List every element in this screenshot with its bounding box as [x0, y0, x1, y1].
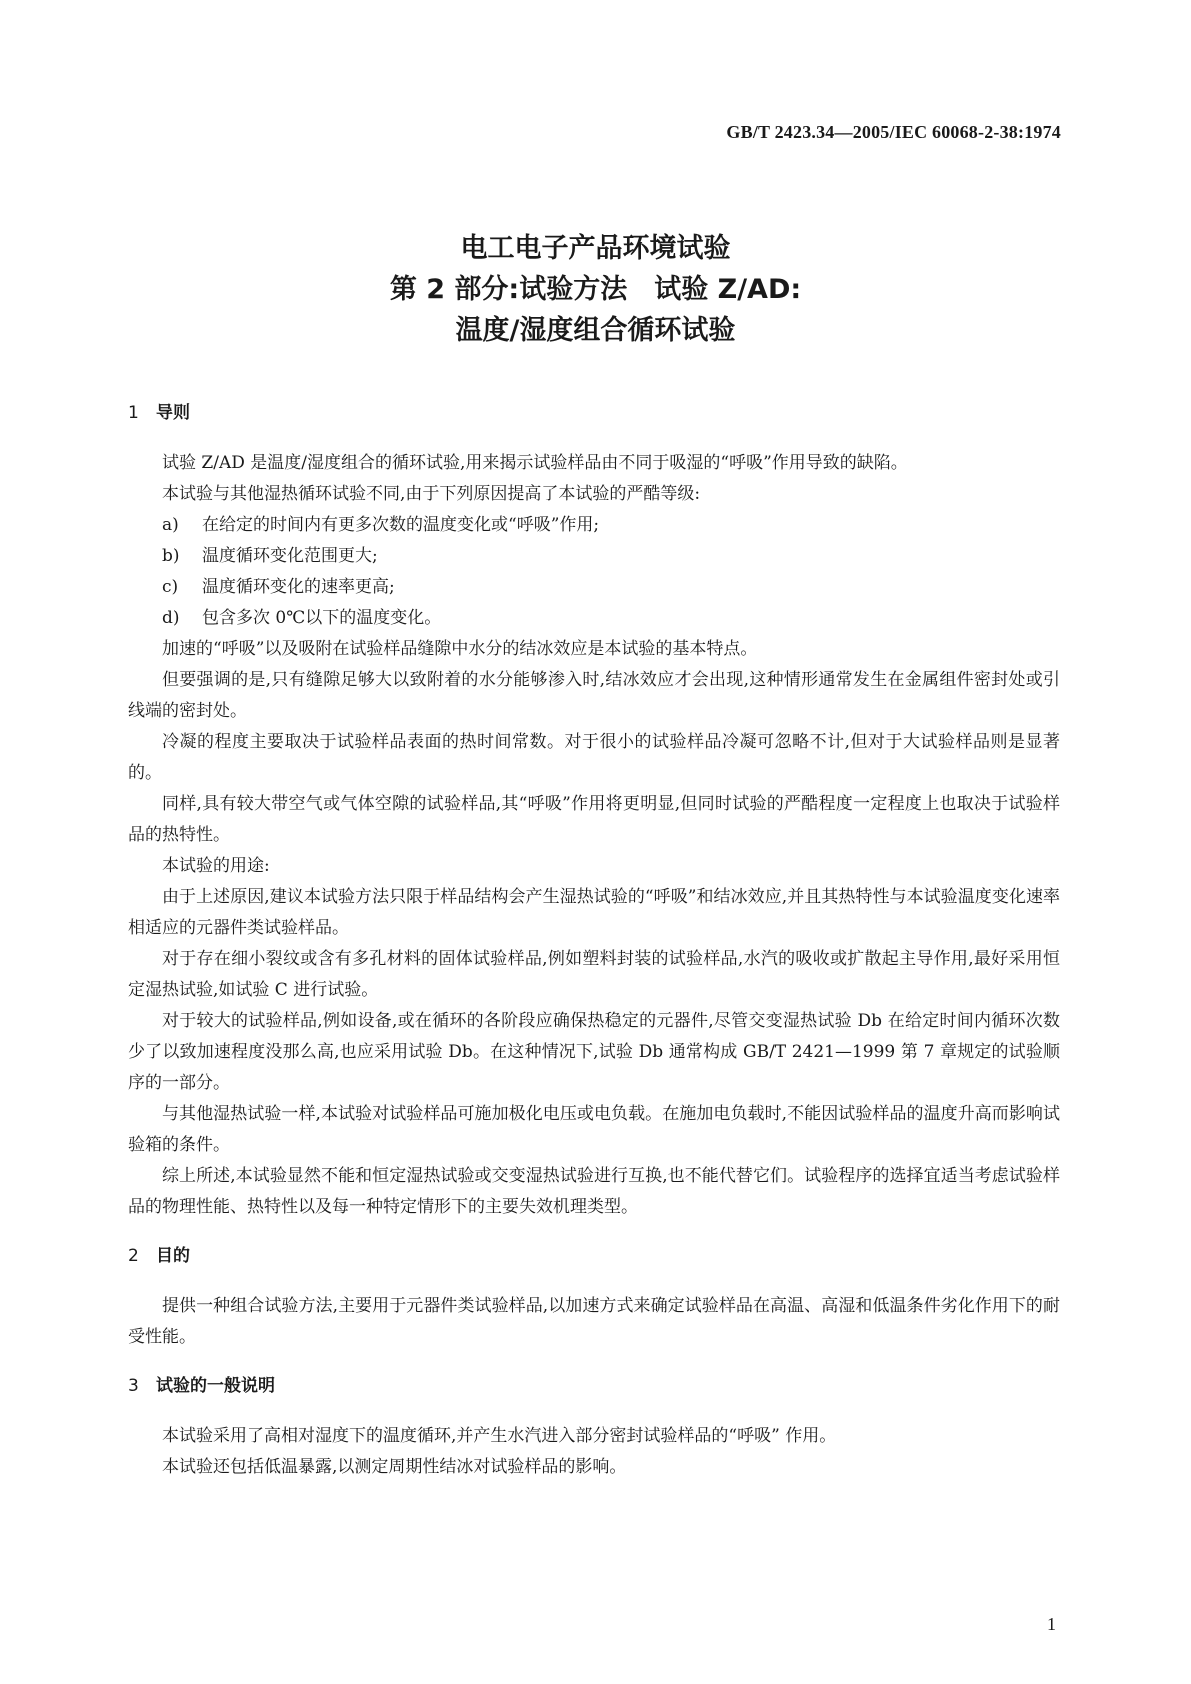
paragraph: 加速的“呼吸”以及吸附在试验样品缝隙中水分的结冰效应是本试验的基本特点。: [162, 639, 758, 659]
page-number: 1: [1047, 1614, 1056, 1634]
list-item: [128, 572, 1060, 603]
section-heading: [128, 1373, 1060, 1399]
paragraph: 试验 Z/AD 是温度/湿度组合的循环试验,用来揭示试验样品由不同于吸湿的“呼吸”作用导致的缺陷。: [162, 453, 908, 473]
section-heading: [128, 1243, 1060, 1269]
section-spacer: [128, 1223, 1060, 1243]
section-spacer: [128, 1353, 1060, 1373]
list-item-text: 包含多次 0℃以下的温度变化。: [202, 608, 442, 628]
paragraph: 本试验与其他湿热循环试验不同,由于下列原因提高了本试验的严酷等级:: [162, 484, 701, 504]
paragraph: 提供一种组合试验方法,主要用于元器件类试验样品,以加速方式来确定试验样品在高温、高湿和低温条件劣化作用下的耐受性能。: [128, 1296, 1060, 1347]
title-line-1: 电工电子产品环境试验: [460, 233, 731, 264]
section-heading-text: 导则: [156, 403, 190, 423]
list-item-text: 温度循环变化的速率更高;: [202, 577, 395, 597]
list-item-text: 温度循环变化范围更大;: [202, 546, 378, 566]
paragraph: 同样,具有较大带空气或气体空隙的试验样品,其“呼吸”作用将更明显,但同时试验的严酷程度一定程度上也取决于试验样品的热特性。: [128, 794, 1060, 845]
document-title: [0, 228, 1191, 351]
standard-code: GB/T 2423.34—2005/IEC 60068-2-38:1974: [726, 122, 1061, 142]
paragraph: 与其他湿热试验一样,本试验对试验样品可施加极化电压或电负载。在施加电负载时,不能因试验样品的温度升高而影响试验箱的条件。: [128, 1104, 1060, 1155]
list-item: [128, 541, 1060, 572]
list-item: [128, 603, 1060, 634]
list-item-label: d): [162, 608, 180, 628]
section-number: 1: [128, 403, 139, 423]
title-line-2: 第 2 部分:试验方法 试验 Z/AD:: [389, 274, 802, 305]
section-heading: [128, 400, 1060, 426]
paragraph: 对于较大的试验样品,例如设备,或在循环的各阶段应确保热稳定的元器件,尽管交变湿热试验 Db 在给定时间内循环次数少了以致加速程度没那么高,也应采用试验 Db。在这种情况下,试验 Db 通常构成 GB/T 2421—1999 第 7 章规定的试验顺序的一部分。: [128, 1011, 1060, 1093]
paragraph: 综上所述,本试验显然不能和恒定湿热试验或交变湿热试验进行互换,也不能代替它们。试验程序的选择宜适当考虑试验样品的物理性能、热特性以及每一种特定情形下的主要失效机理类型。: [128, 1166, 1060, 1217]
title-line-3: 温度/湿度组合循环试验: [455, 315, 736, 346]
section-heading-text: 目的: [156, 1246, 190, 1266]
paragraph: 由于上述原因,建议本试验方法只限于样品结构会产生湿热试验的“呼吸”和结冰效应,并且其热特性与本试验温度变化速率相适应的元器件类试验样品。: [128, 887, 1060, 938]
section-number: 3: [128, 1376, 139, 1396]
paragraph: 对于存在细小裂纹或含有多孔材料的固体试验样品,例如塑料封装的试验样品,水汽的吸收或扩散起主导作用,最好采用恒定湿热试验,如试验 C 进行试验。: [128, 949, 1060, 1000]
paragraph: 冷凝的程度主要取决于试验样品表面的热时间常数。对于很小的试验样品冷凝可忽略不计,但对于大试验样品则是显著的。: [128, 732, 1060, 783]
section-2: [128, 1243, 1060, 1373]
paragraph: 本试验采用了高相对湿度下的温度循环,并产生水汽进入部分密封试验样品的“呼吸” 作用。: [162, 1426, 837, 1446]
section-heading-text: 试验的一般说明: [156, 1376, 275, 1396]
section-3: [128, 1373, 1060, 1483]
list-item-label: b): [162, 546, 180, 566]
list-item-text: 在给定的时间内有更多次数的温度变化或“呼吸”作用;: [202, 515, 600, 535]
section-number: 2: [128, 1246, 139, 1266]
list-item-label: c): [162, 577, 179, 597]
paragraph: 本试验的用途:: [162, 856, 270, 876]
document-body: [128, 400, 1060, 1483]
list-item: [128, 510, 1060, 541]
list-item-label: a): [162, 515, 179, 535]
section-1: [128, 400, 1060, 1243]
paragraph: 但要强调的是,只有缝隙足够大以致附着的水分能够渗入时,结冰效应才会出现,这种情形通常发生在金属组件密封处或引线端的密封处。: [128, 670, 1060, 721]
paragraph: 本试验还包括低温暴露,以测定周期性结冰对试验样品的影响。: [162, 1457, 627, 1477]
